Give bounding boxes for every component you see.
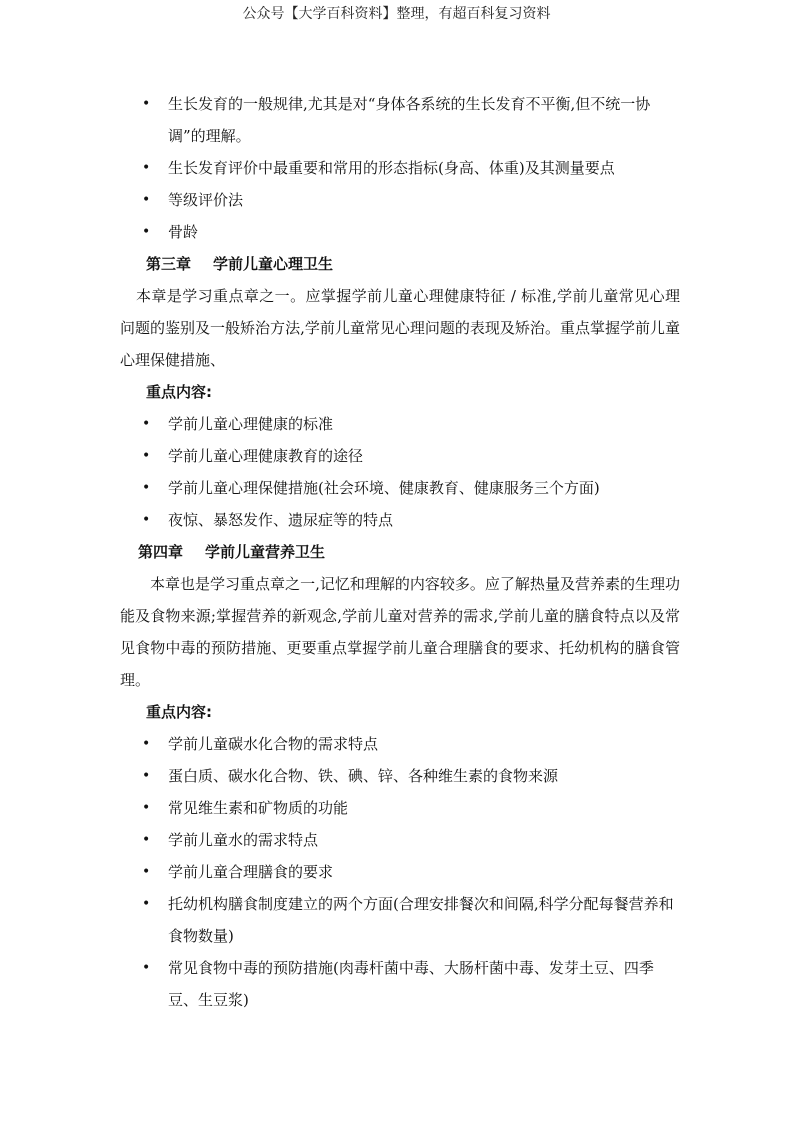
list-item: • 骨龄 xyxy=(120,216,680,248)
chapter-3-number: 第三章 xyxy=(146,255,192,273)
chapter-3-key-label: 重点内容: xyxy=(146,383,212,401)
chapter-3-heading xyxy=(120,248,680,280)
chapter-3-key-list xyxy=(120,408,680,536)
chapter-3-paragraph: 本章是学习重点章之一。应掌握学前儿童心理健康特征 / 标准,学前儿童常见心理问题的鉴别及一般矫治方法,学前儿童常见心理问题的表现及矫治。重点掌握学前儿童心理保健措施、 xyxy=(120,287,680,369)
list-item: • 生长发育评价中最重要和常用的形态指标(身高、体重)及其测量要点 xyxy=(120,152,680,184)
list-item: • 学前儿童碳水化合物的需求特点 xyxy=(120,728,680,760)
list-item: • 学前儿童心理保健措施(社会环境、健康教育、健康服务三个方面) xyxy=(120,472,680,504)
list-item: • 等级评价法 xyxy=(120,184,680,216)
list-item: • 学前儿童心理健康教育的途径 xyxy=(120,440,680,472)
list-item: • 学前儿童合理膳食的要求 xyxy=(120,856,680,888)
chapter-4-paragraph: 本章也是学习重点章之一,记忆和理解的内容较多。应了解热量及营养素的生理功能及食物来源;掌握营养的新观念,学前儿童对营养的需求,学前儿童的膳食特点以及常见食物中毒的预防措施、更要重点掌握学前儿童合理膳食的要求、托幼机构的膳食管理。 xyxy=(120,575,680,689)
chapter-4-number: 第四章 xyxy=(138,543,184,561)
chapter-4-key-list xyxy=(120,728,680,1016)
list-item: • 学前儿童水的需求特点 xyxy=(120,824,680,856)
chapter-4-key-label: 重点内容: xyxy=(146,703,212,721)
intro-list xyxy=(120,88,680,248)
document-body xyxy=(120,88,680,1016)
list-item: • 生长发育的一般规律,尤其是对“身体各系统的生长发育不平衡,但不统一协调”的理解。 xyxy=(120,88,680,152)
list-item: • 托幼机构膳食制度建立的两个方面(合理安排餐次和间隔,科学分配每餐营养和食物数量) xyxy=(120,888,680,952)
list-item: • 学前儿童心理健康的标准 xyxy=(120,408,680,440)
chapter-3-title: 学前儿童心理卫生 xyxy=(213,255,334,273)
list-item: • 夜惊、暴怒发作、遗尿症等的特点 xyxy=(120,504,680,536)
list-item: • 常见食物中毒的预防措施(肉毒杆菌中毒、大肠杆菌中毒、发芽土豆、四季豆、生豆浆) xyxy=(120,952,680,1016)
list-item: • 蛋白质、碳水化合物、铁、碘、锌、各种维生素的食物来源 xyxy=(120,760,680,792)
list-item: • 常见维生素和矿物质的功能 xyxy=(120,792,680,824)
chapter-4-title: 学前儿童营养卫生 xyxy=(205,543,326,561)
page-header: 公众号【大学百科资料】整理，有超百科复习资料 xyxy=(242,6,551,22)
chapter-4-heading xyxy=(120,536,680,568)
